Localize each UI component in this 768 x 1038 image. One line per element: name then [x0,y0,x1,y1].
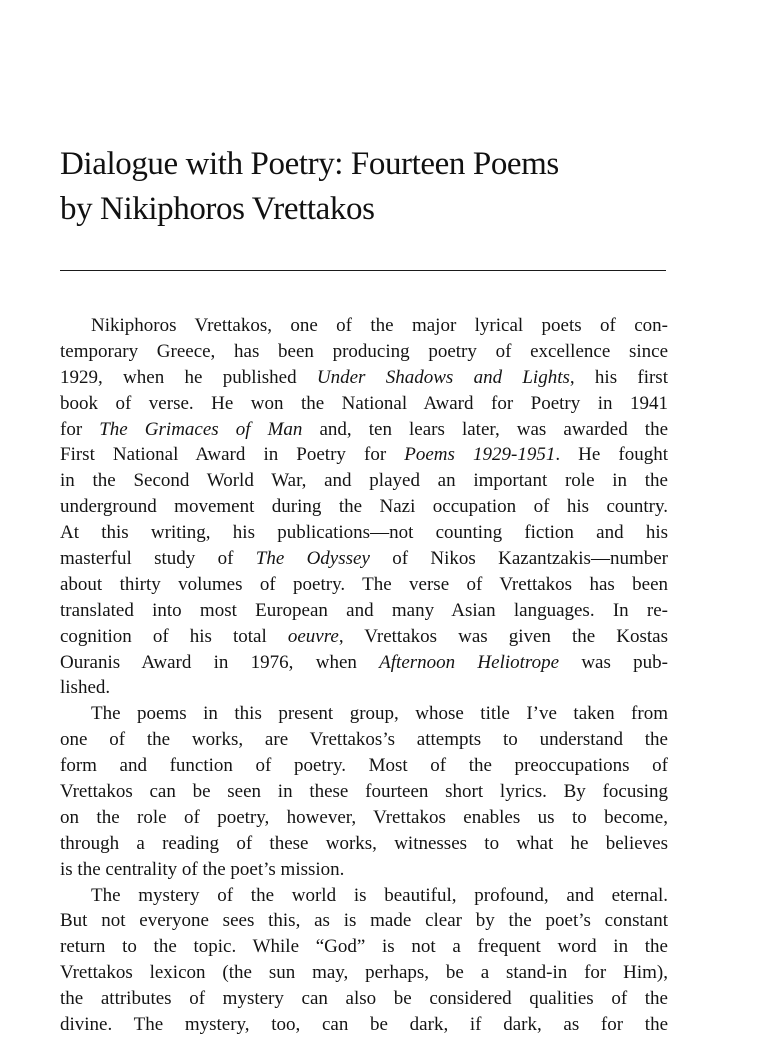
text-line: Vrettakos can be seen in these fourteen short lyrics. By focusing [60,781,668,803]
body-paragraph [60,313,668,701]
text-line: in the Second World War, and played an important role in the [60,470,668,492]
text-line: one of the works, are Vrettakos’s attempts to understand the [60,729,668,751]
italic-title: Under Shadows and Lights [316,366,570,388]
text-line: At this writing, his publications—not counting fiction and his [60,522,668,544]
text-line: underground movement during the Nazi occupation of his country. [60,496,668,518]
article-title-line: by Nikiphoros Vrettakos [60,191,375,227]
italic-title: Afternoon Heliotrope [379,651,560,673]
text-line: Ouranis Award in 1976, when Afternoon Heliotrope was pub- [60,651,668,673]
text-line: 1929, when he published Under Shadows and Lights, his first [60,366,668,388]
text-line: book of verse. He won the National Award for Poetry in 1941 [60,392,668,414]
italic-title: oeuvre [287,625,339,647]
text-line: lished. [60,677,111,699]
text-line: the attributes of mystery can also be considered qualities of the [60,988,668,1010]
italic-title: Poems 1929-1951 [404,444,556,466]
text-line: masterful study of The Odyssey of Nikos Kazantzakis—number [60,548,668,570]
text-line: The poems in this present group, whose title I’ve taken from [91,703,668,725]
text-line: for The Grimaces of Man and, ten lears later, was awarded the [60,418,669,440]
italic-title: The Grimaces of Man [99,418,303,440]
text-line: The mystery of the world is beautiful, profound, and eternal. [91,884,668,906]
text-line: return to the topic. While “God” is not a frequent word in the [60,936,668,958]
text-line: But not everyone sees this, as is made clear by the poet’s constant [60,910,668,932]
text-line: cognition of his total oeuvre, Vrettakos was given the Kostas [60,625,669,647]
title-divider [60,270,666,271]
text-line: is the centrality of the poet’s mission. [60,858,345,880]
article-title [60,142,700,232]
italic-title: The Odyssey [255,548,370,570]
text-line: Vrettakos lexicon (the sun may, perhaps, be a stand-in for Him), [60,962,668,984]
text-line: about thirty volumes of poetry. The verse of Vrettakos has been [60,573,668,595]
text-line: Nikiphoros Vrettakos, one of the major lyrical poets of con- [91,315,668,336]
text-line: divine. The mystery, too, can be dark, if dark, as for the [60,1014,668,1036]
text-line: through a reading of these works, witnesses to what he believes [60,832,668,854]
article-title-line: Dialogue with Poetry: Fourteen Poems [60,146,559,182]
text-line: on the role of poetry, however, Vrettakos enables us to become, [60,806,668,828]
body-paragraph [60,701,668,882]
text-line: translated into most European and many Asian languages. In re- [60,599,668,621]
article-body [60,313,668,1038]
text-line: temporary Greece, has been producing poetry of excellence since [60,340,668,362]
text-line: form and function of poetry. Most of the preoccupations of [60,755,668,777]
text-line: First National Award in Poetry for Poems 1929-1951. He fought [60,444,669,466]
body-paragraph [60,883,668,1038]
